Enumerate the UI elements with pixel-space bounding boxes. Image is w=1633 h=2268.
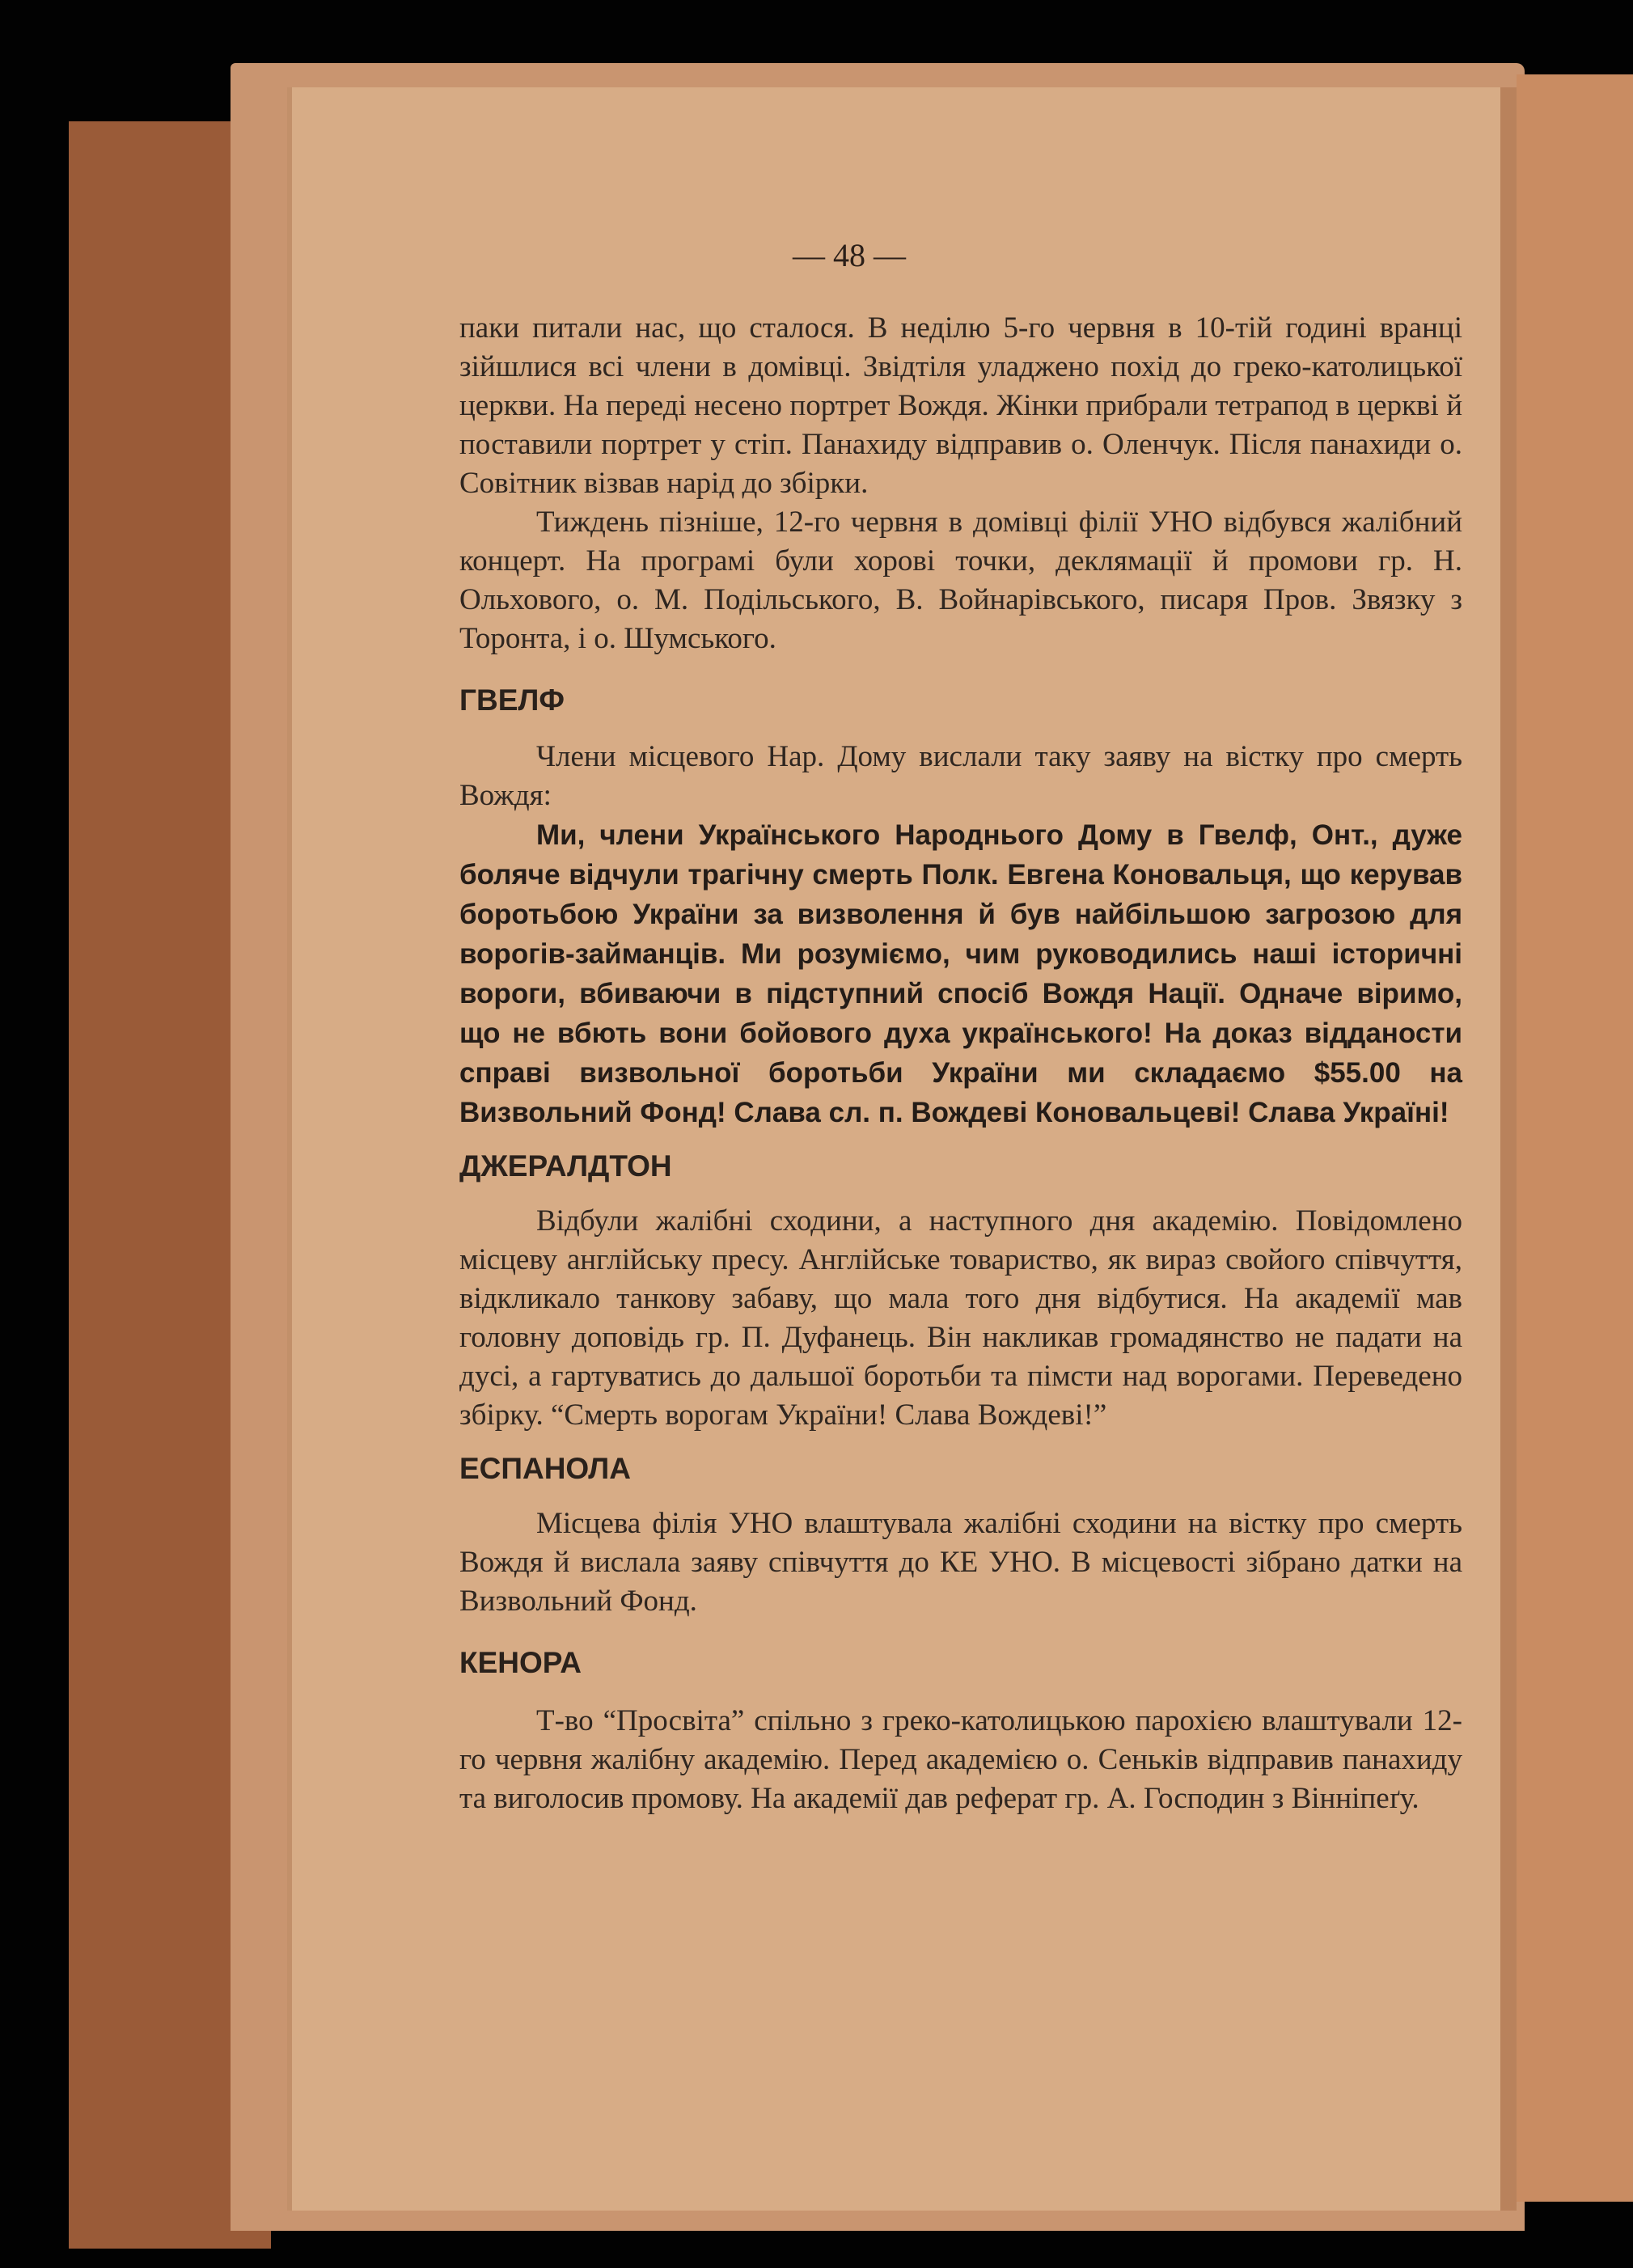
section-heading-kenora: КЕНОРА bbox=[459, 1646, 582, 1679]
section-heading-guelph: ГВЕЛФ bbox=[459, 683, 565, 717]
paragraph: Члени місцевого Нар. Дому вислали таку заяву на вістку про смерть Вождя: bbox=[459, 740, 1462, 812]
section-heading-espanola: ЕСПАНОЛА bbox=[459, 1452, 631, 1485]
page-text bbox=[459, 309, 1462, 1818]
paragraph: Місцева філія УНО влаштувала жалібні сходини на вістку про смерть Вождя й вислала заяву співчуття до КЕ УНО. В місцевості зібрано датки на Визвольний Фонд. bbox=[459, 1507, 1462, 1618]
paragraph: Відбули жалібні сходини, а наступного дня академію. Повідомлено місцеву англійську пресу. Англійське товариство, як вираз свойого співчуття, відкликало танкову забаву, що мала того дня відбутися. На академії мав головну доповідь гр. П. Дуфанець. Він накликав громадянство не падати на дусі, а гартуватись до дальшої боротьби та пімсти над ворогами. Переведено збірку. “Смерть ворогам України! Слава Вождеві!” bbox=[459, 1204, 1462, 1432]
page-number: — 48 — bbox=[793, 237, 906, 273]
paragraph: паки питали нас, що сталося. В неділю 5-го червня в 10-тій годині вранці зійшлися всі члени в домівці. Звідтіля уладжено похід до греко-католицької церкви. На переді несено портрет Вождя. Жінки прибрали тетрапод в церкві й поставили портрет у стіп. Панахиду відправив о. Оленчук. Після панахиди о. Совітник візвав нарід до збірки. bbox=[459, 311, 1462, 500]
paragraph: Т-во “Просвіта” спільно з греко-католицькою парохією влаштували 12-го червня жалібну академію. Перед академією о. Сеньків відправив панахиду та виголосив промову. На академії дав реферат гр. А. Господин з Вінніпеґу. bbox=[459, 1704, 1462, 1815]
paragraph: Тиждень пізніше, 12-го червня в домівці філії УНО відбувся жалібний концерт. На програмі були хорові точки, деклямації й промови гр. Н. Ольхового, о. М. Подільського, В. Войнарівського, писаря Пров. Звязку з Торонта, і о. Шумського. bbox=[459, 506, 1462, 655]
page-gutter bbox=[1500, 87, 1517, 2211]
statement-text: Ми, члени Українського Народнього Дому в Гвелф, Онт., дуже боляче відчули трагічну смерть Полк. Евгена Коновальця, що керував боротьбою України за визволення й був найбільшою загрозою для ворогів-займанців. Ми розуміємо, чим руководились наші історичні вороги, вбиваючи в підступний спосіб Вождя Нації. Одначе віримо, що не вбють вони бойового духа українського! На доказ відданости справі визвольної боротьби України ми складаємо $55.00 на Визвольний Фонд! Слава сл. п. Вождеві Коновальцеві! Слава Україні! bbox=[459, 819, 1462, 1128]
section-heading-geraldton: ДЖЕРАЛДТОН bbox=[459, 1149, 672, 1183]
facing-page-edge bbox=[1517, 74, 1633, 2202]
